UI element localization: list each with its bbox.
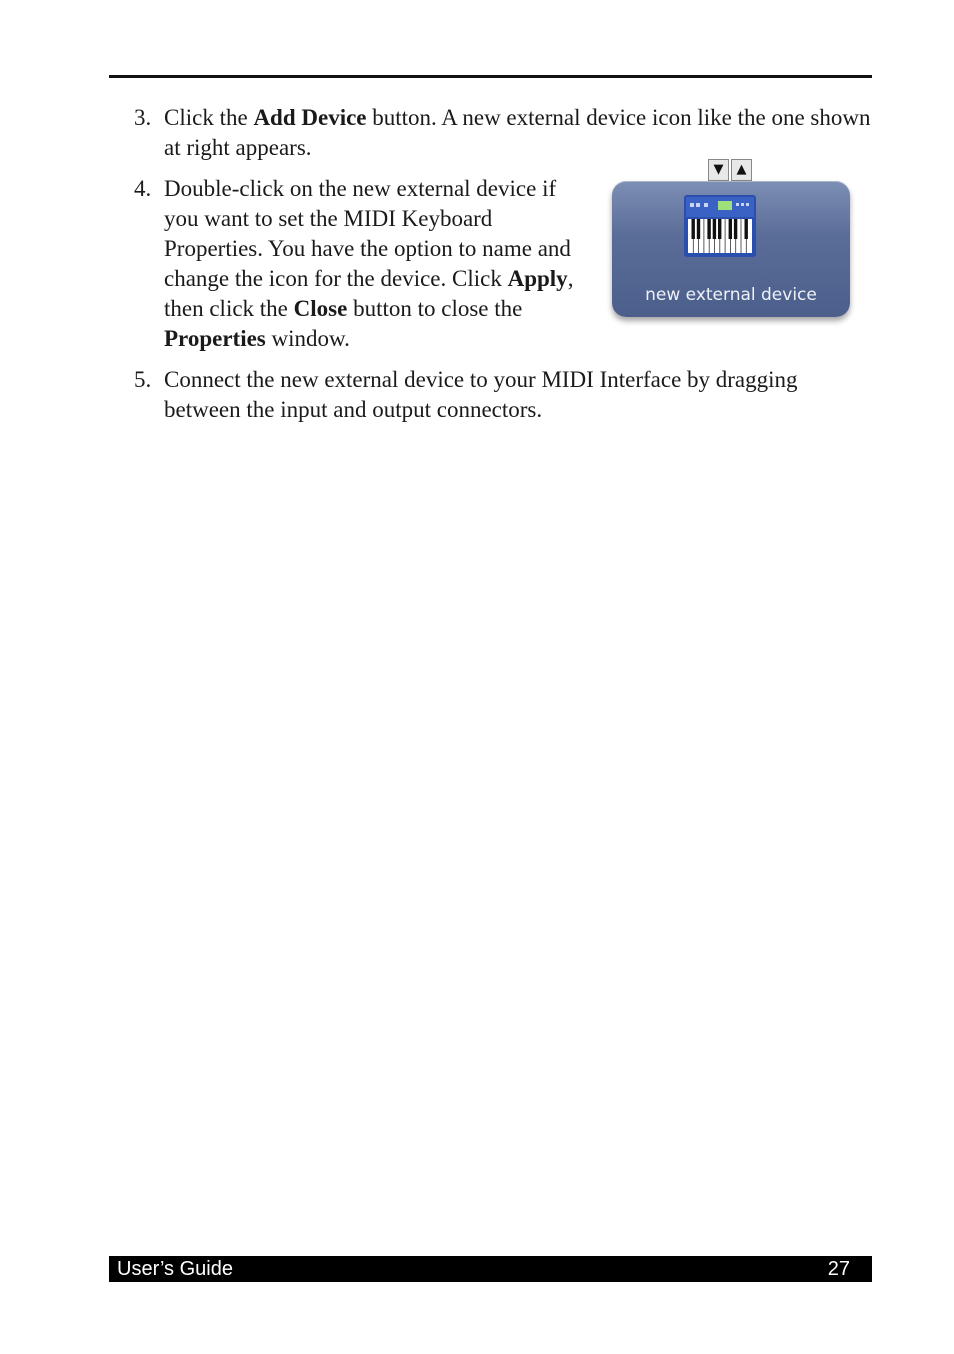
midi-keyboard-icon	[684, 195, 756, 257]
external-device-figure	[610, 159, 854, 327]
sort-arrows	[708, 159, 752, 181]
properties-term: Properties	[164, 326, 266, 351]
step-text: Double-click on the new external device if you want to set the MIDI Keyboard Properties. You have the option to name and change the icon for the device. Click Apply, then click the Close button to close the Properties window.	[164, 176, 574, 351]
down-arrow-icon[interactable]: ▼	[708, 159, 729, 181]
step-number: 3.	[134, 105, 152, 130]
step-text: Click the Add Device button. A new external device icon like the one shown at right appears.	[164, 105, 871, 160]
footer-bar	[109, 1256, 872, 1282]
apply-term: Apply	[507, 266, 568, 291]
device-label: new external device	[645, 285, 817, 305]
external-device-tile[interactable]	[612, 181, 850, 317]
step-number: 4.	[134, 176, 152, 201]
up-arrow-icon[interactable]: ▲	[731, 159, 752, 181]
footer-title: User’s Guide	[117, 1258, 233, 1280]
add-device-term: Add Device	[253, 105, 367, 130]
close-term: Close	[293, 296, 348, 321]
step-number: 5.	[134, 367, 152, 392]
page-number: 27	[827, 1258, 850, 1280]
step-text: Connect the new external device to your MIDI Interface by dragging between the input and output connectors.	[164, 367, 798, 422]
top-rule	[109, 75, 872, 78]
step-5	[134, 365, 874, 425]
step-3	[134, 103, 874, 163]
